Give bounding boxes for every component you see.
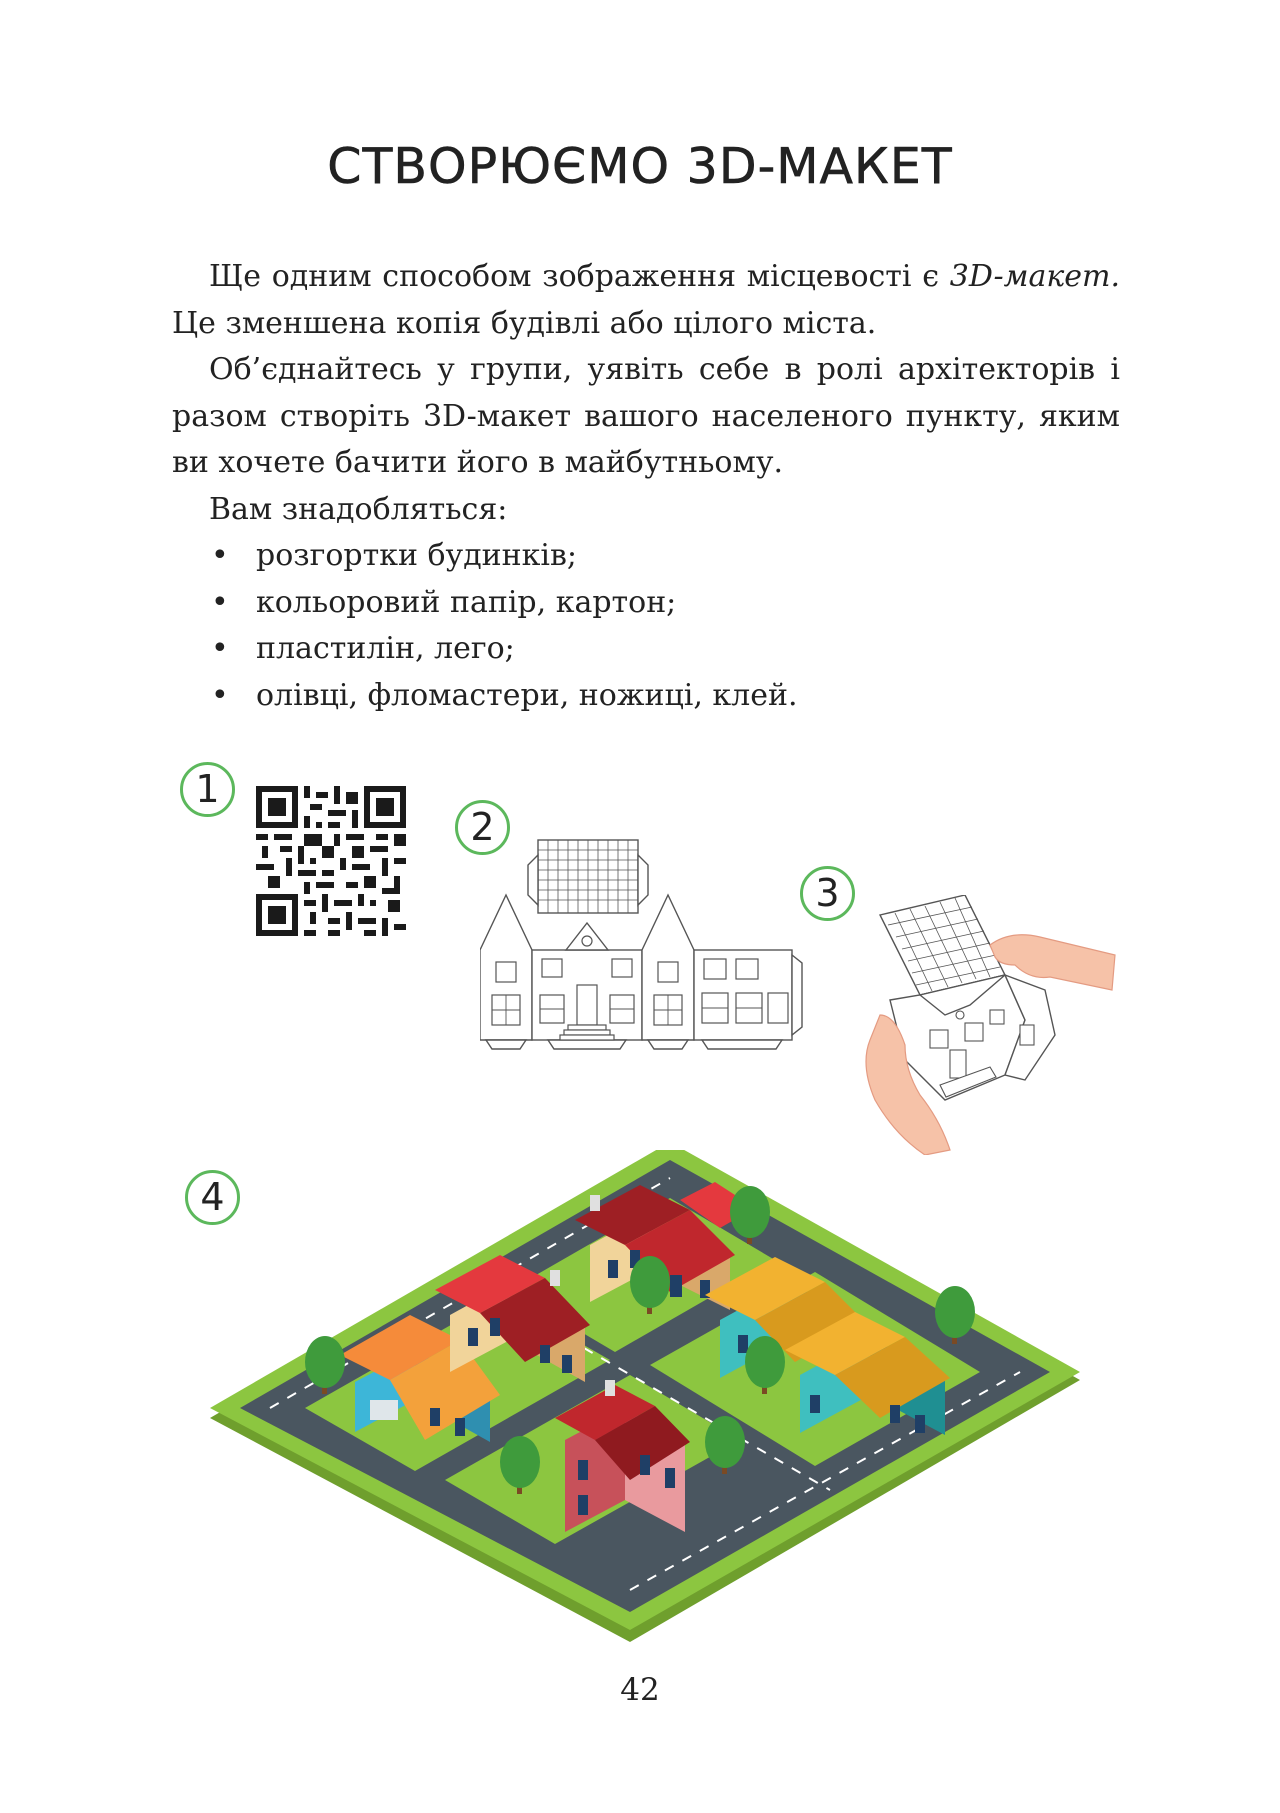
list-item: • пластилін, лего; — [172, 626, 1120, 673]
qr-code-icon[interactable] — [256, 786, 406, 936]
page-title: СТВОРЮЄМО 3D-МАКЕТ — [327, 138, 953, 195]
intro-paragraph — [172, 254, 1120, 347]
step-1-badge: 1 — [180, 762, 235, 817]
list-item: • олівці, фломастери, ножиці, клей. — [172, 673, 1120, 720]
step-3-badge: 3 — [800, 866, 855, 921]
step-2-badge: 2 — [455, 800, 510, 855]
house-template-icon — [480, 835, 805, 1060]
task-paragraph: Об’єднайтесь у групи, уявіть себе в ролі архітекторів і разом створіть 3D-макет вашого населеного пункту, яким ви хочете бачити його в майбутньому. — [172, 352, 1120, 480]
intro-text: Ще одним способом зображення місцевості є — [209, 259, 950, 294]
step-4-badge: 4 — [185, 1170, 240, 1225]
materials-heading: Вам знадобляться: — [209, 491, 508, 527]
hands-folding-house-icon — [850, 895, 1120, 1155]
page-number: 42 — [620, 1672, 660, 1708]
intro-tail: Це зменшена копія будівлі або цілого міста. — [172, 305, 877, 341]
list-item: • кольоровий папір, картон; — [172, 580, 1120, 627]
list-item: • розгортки будинків; — [172, 533, 1120, 580]
isometric-town-model-icon — [210, 1150, 1080, 1650]
body-text — [172, 254, 1120, 719]
intro-term: 3D-макет. — [949, 259, 1120, 294]
materials-list — [172, 533, 1120, 719]
